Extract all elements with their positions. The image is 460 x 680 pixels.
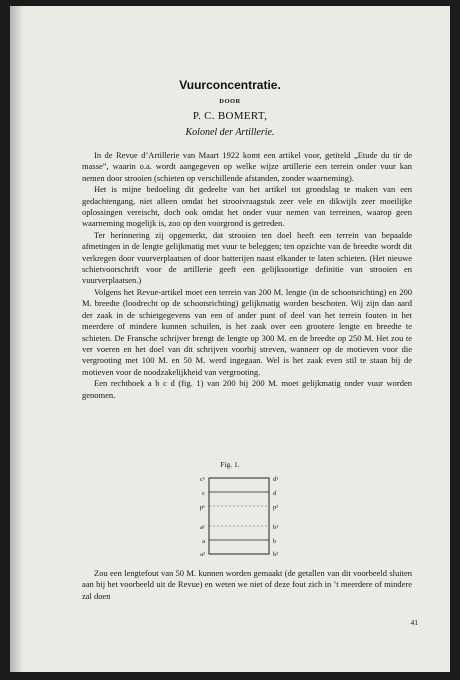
label-d: d [273, 490, 277, 497]
paragraph: Een rechthoek a b c d (fig. 1) van 200 bij 200 M. moet gelijkmatig onder vuur worden genomen. [82, 378, 412, 400]
article-title: Vuurconcentratie. [179, 78, 281, 92]
label-b1: b¹ [273, 524, 279, 531]
book-spine-shadow [10, 6, 24, 672]
paragraph: Volgens het Revue-artikel moet een terrein van 200 M. lengte (in de schootsrichting) en 200 M. breedte (loodrecht op de schootsrichting) gelijkmatig worden beschoten. Wij zijn dan aard der zaak in de schietgegevens van een of ander punt of deel van het terrein fouten in het meerdere of mindere kunnen schuilen, is het zaak over een grootere lengte en breedte te schieten. De Fransche schrijver brengt de lengte op 300 M. en de breedte op 250 M. Het zou te ver voeren en het doel van dit schrijven voorbij streven, wanneer op de motieven voor die vergrooting met 100 M. en 50 M. werd ingegaan. Wel is het zaak even stil te staan bij de motieven voor de noodzakelijkheid van vergrooting. [82, 286, 412, 377]
label-d1: d¹ [273, 476, 279, 483]
label-a1: a¹ [200, 524, 205, 531]
label-p1: p¹ [199, 504, 205, 511]
body-text-upper [82, 150, 412, 401]
author-name: P. C. BOMERT, [192, 110, 268, 122]
figure-1-diagram [195, 474, 285, 558]
paragraph: Zou een lengtefout van 50 M. kunnen worden gemaakt (de getallen van dit voorbeeld sluiten aan bij het voorbeeld uit de Revue) en weten we niet of deze fout zich in ’t meerdere of mindere zal doen [82, 568, 412, 601]
body-text-lower [82, 568, 412, 602]
figure-caption: Fig. 1. [220, 460, 240, 469]
label-a2: a² [200, 551, 205, 558]
label-c: c [202, 490, 205, 497]
paragraph: In de Revue d’Artillerie van Maart 1922 komt een artikel voor, getiteld „Etude du tir de masse”, waarin o.a. wordt aangegeven op welke wijze artillerie een terrein onder vuur kan nemen door strooien (schieten op verschillende afstanden, zonder waarneming). [82, 150, 412, 183]
label-b: b [273, 538, 277, 545]
paragraph: Het is mijne bedoeling dit gedeelte van het artikel tot grondslag te maken van een gedachtengang, niet alleen omdat het strooivraagstuk zeer vele en dikwijls zeer moeilijke oplossingen vereischt, doch ook omdat het onder vuur nemen van terreinen, waarop geen waarneming mogelijk is, zoo op den voorgrond is getreden. [82, 184, 412, 229]
document-page [10, 6, 450, 672]
paragraph: Ter herinnering zij opgemerkt, dat strooien ten doel heeft een terrein van bepaalde afmetingen in de lengte gelijkmatig met vuur te beleggen; ten opzichte van de breedte wordt dit verkregen door vuurverplaatsen of door batterijen naast elkander te laten schieten. (Het nieuwe schietvoorschrift voor de artillerie geeft een gelijksoortige definitie van strooien en vuurverplaatsen.) [82, 229, 412, 286]
label-a: a [202, 538, 205, 545]
label-p2: p² [273, 504, 279, 511]
page-number: 41 [410, 618, 418, 627]
label-c1: c¹ [200, 476, 205, 483]
label-b2: b² [273, 551, 279, 558]
outer-rectangle [209, 478, 269, 554]
byline-door: DOOR [219, 98, 241, 105]
author-role: Kolonel der Artillerie. [185, 127, 275, 138]
